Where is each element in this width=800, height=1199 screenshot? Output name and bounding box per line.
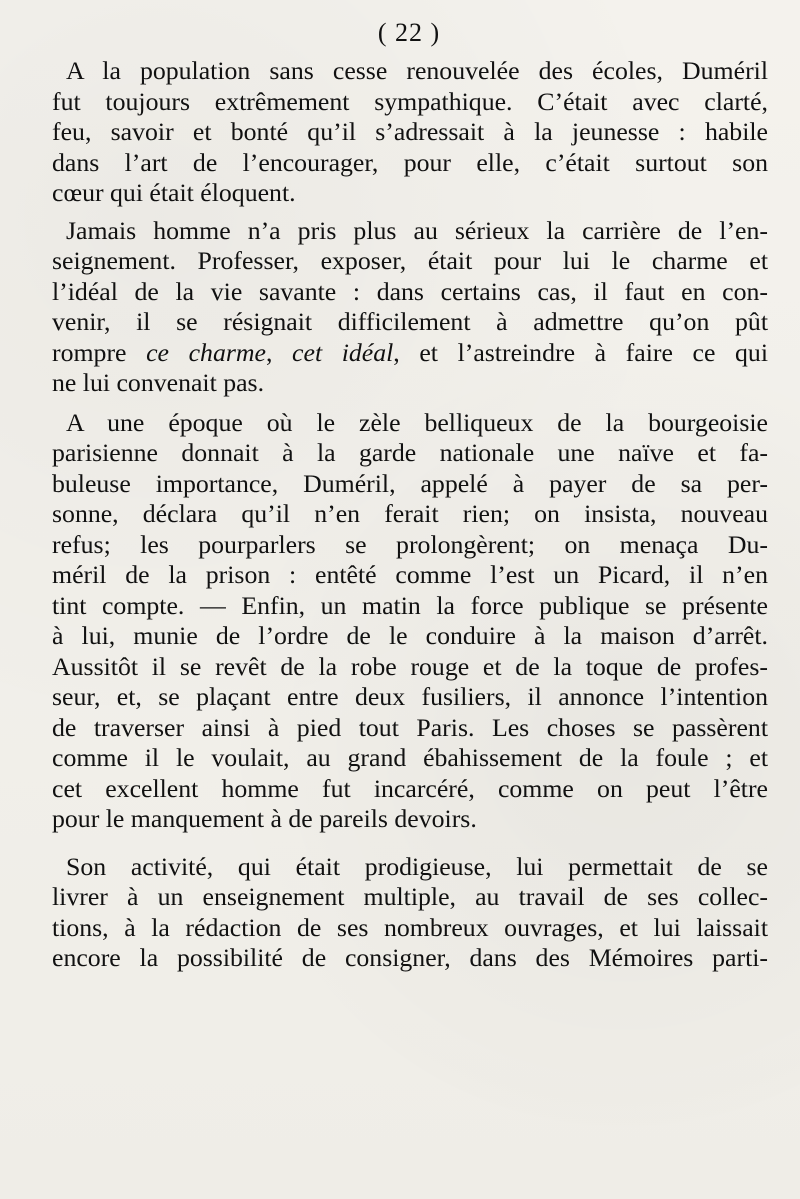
paragraph-3-line-8: à lui, munie de l’ordre de le conduire à la maison d’arrêt.	[52, 621, 768, 650]
paragraph-2-line-5-before: rompre	[52, 337, 147, 367]
paragraph-4-line-4: encore la possibilité de consigner, dans des Mémoires parti-	[52, 943, 768, 972]
paragraph-2	[52, 216, 766, 399]
paragraph-1-line-2: fut toujours extrêmement sympathique. C’était avec clarté,	[52, 86, 768, 116]
italic-ce-charme: ce charme	[146, 337, 266, 367]
paragraph-2-line-6: ne lui convenait pas.	[52, 368, 265, 397]
paragraph-2-line-1: Jamais homme n’a pris plus au sérieux la carrière de l’en-	[66, 215, 768, 245]
paragraph-3	[52, 408, 766, 835]
paragraph-3-line-12: comme il le voulait, au grand ébahissement de la foule ; et	[52, 743, 768, 772]
paragraph-3-line-11: de traverser ainsi à pied tout Paris. Les choses se passèrent	[52, 712, 768, 742]
paragraph-2-line-4: venir, il se résignait difficilement à admettre qu’on pût	[52, 307, 768, 336]
italic-cet-ideal: cet idéal	[292, 337, 394, 367]
paragraph-3-line-3: buleuse importance, Duméril, appelé à payer de sa per-	[52, 468, 768, 498]
page-number: ( 22 )	[377, 18, 441, 47]
paragraph-4-line-3: tions, à la rédaction de ses nombreux ouvrages, et lui laissait	[52, 912, 768, 942]
paragraph-3-line-2: parisienne donnait à la garde nationale une naïve et fa-	[52, 438, 768, 467]
paragraph-3-line-6: méril de la prison : entêté comme l’est un Picard, il n’en	[52, 560, 768, 589]
paragraph-3-line-4: sonne, déclara qu’il n’en ferait rien; on insista, nouveau	[52, 499, 768, 528]
paragraph-1	[52, 56, 766, 209]
paragraph-1-line-3: feu, savoir et bonté qu’il s’adressait à la jeunesse : habile	[52, 117, 768, 146]
paragraph-3-line-13: cet excellent homme fut incarcéré, comme on peut l’être	[52, 773, 768, 803]
paragraph-2-line-2: seignement. Professer, exposer, était pour lui le charme et	[52, 246, 768, 275]
paragraph-4	[52, 852, 766, 974]
paragraph-2-line-5-middle: ,	[265, 337, 293, 367]
paragraph-3-line-5: refus; les pourparlers se prolongèrent; on menaça Du-	[52, 529, 768, 559]
paragraph-2-line-5-after: , et l’astreindre à faire ce qui	[393, 337, 768, 367]
paragraph-1-line-5: cœur qui était éloquent.	[52, 178, 296, 207]
paragraph-1-line-1: A la population sans cesse renouvelée des écoles, Duméril	[66, 56, 768, 85]
paragraph-2-line-5	[52, 338, 768, 369]
paragraph-4-line-2: livrer à un enseignement multiple, au travail de ses collec-	[52, 882, 768, 911]
paragraph-3-line-1: A une époque où le zèle belliqueux de la bourgeoisie	[66, 407, 768, 437]
paragraph-3-line-7: tint compte. — Enfin, un matin la force publique se présente	[52, 590, 768, 620]
paragraph-1-line-4: dans l’art de l’encourager, pour elle, c’était surtout son	[52, 147, 768, 177]
paragraph-3-line-14: pour le manquement à de pareils devoirs.	[52, 804, 477, 833]
paragraph-2-line-3: l’idéal de la vie savante : dans certains cas, il faut en con-	[52, 276, 768, 306]
paragraph-3-line-9: Aussitôt il se revêt de la robe rouge et de la toque de profes-	[52, 651, 768, 681]
paragraph-4-line-1: Son activité, qui était prodigieuse, lui permettait de se	[66, 851, 768, 881]
paragraph-3-line-10: seur, et, se plaçant entre deux fusiliers, il annonce l’intention	[52, 682, 768, 711]
